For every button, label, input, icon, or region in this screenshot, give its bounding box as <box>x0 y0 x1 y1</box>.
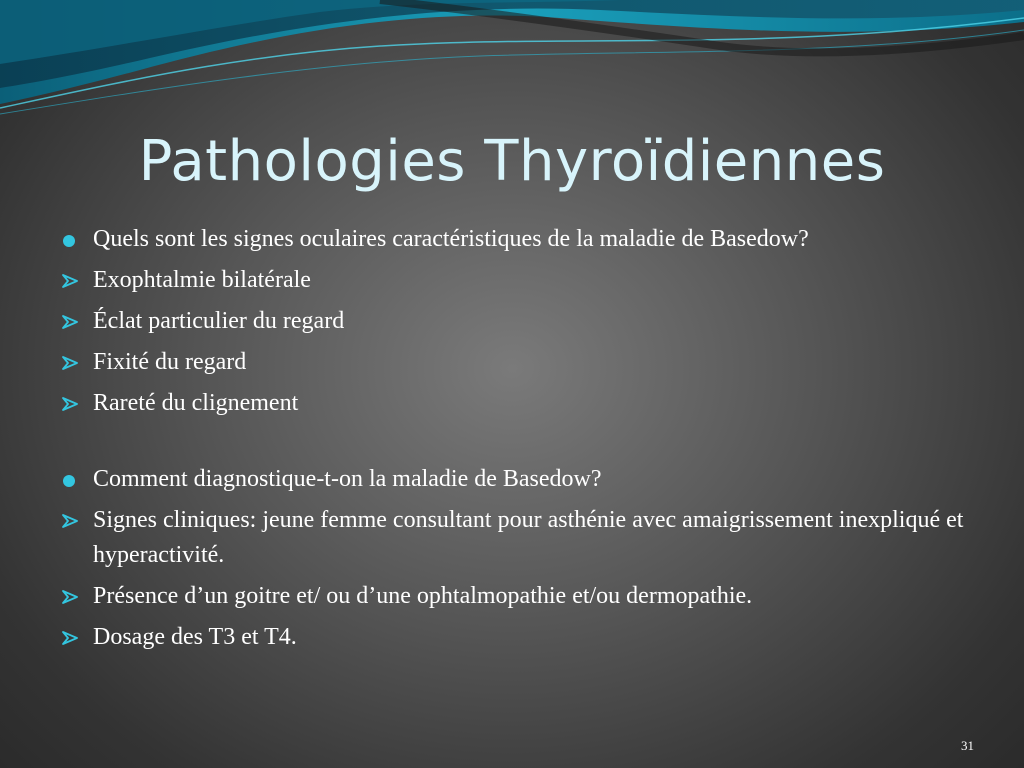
question-text: Comment diagnostique-t-on la maladie de Basedow? <box>93 466 602 492</box>
arrow-bullet-icon <box>60 304 82 339</box>
round-bullet-icon <box>60 462 82 497</box>
list-item <box>60 620 980 655</box>
page-number: 31 <box>961 738 974 753</box>
arrow-bullet-icon <box>60 386 82 421</box>
list-item <box>60 386 980 421</box>
answer-text: Éclat particulier du regard <box>93 308 345 334</box>
arrow-bullet-icon <box>60 263 82 298</box>
list-spacer <box>60 427 980 462</box>
arrow-bullet-icon <box>60 503 82 538</box>
list-item <box>60 222 980 257</box>
list-item <box>60 503 980 573</box>
slide-title: Pathologies Thyroïdiennes <box>138 129 886 194</box>
answer-text: Signes cliniques: jeune femme consultant pour asthénie avec amaigrissement inexpliqué et hyperactivité. <box>93 507 964 568</box>
round-bullet-icon <box>60 222 82 257</box>
arrow-bullet-icon <box>60 620 82 655</box>
question-text: Quels sont les signes oculaires caractéristiques de la maladie de Basedow? <box>93 226 809 252</box>
arrow-bullet-icon <box>60 579 82 614</box>
list-item <box>60 345 980 380</box>
answer-text: Exophtalmie bilatérale <box>93 267 311 293</box>
header-wave-decoration <box>0 0 1024 130</box>
list-item <box>60 579 980 614</box>
answer-text: Présence d’un goitre et/ ou d’une ophtalmopathie et/ou dermopathie. <box>93 583 753 609</box>
bullet-list <box>60 222 980 661</box>
list-item <box>60 462 980 497</box>
arrow-bullet-icon <box>60 345 82 380</box>
answer-text: Fixité du regard <box>93 349 247 375</box>
list-item <box>60 263 980 298</box>
list-item <box>60 304 980 339</box>
answer-text: Rareté du clignement <box>93 390 299 416</box>
answer-text: Dosage des T3 et T4. <box>93 624 297 650</box>
